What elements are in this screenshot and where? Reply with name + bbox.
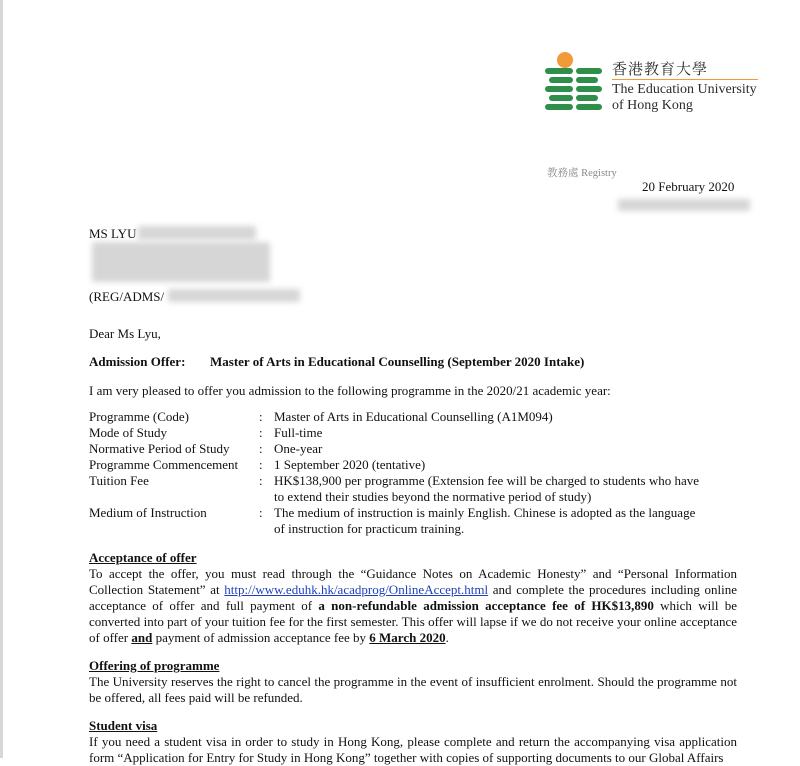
visa-paragraph: If you need a student visa in order to study in Hong Kong, please complete and return the accompanying visa application form “Application for Entry for Study in Hong Kong” together with copies of supporting documents to our Global Affairs [89, 734, 737, 765]
acceptance-text: which will be converted into part of your tuition fee for the first semester. This offer will lapse if we do not receive your online acceptance of offer [89, 598, 738, 645]
detail-value: One-year [274, 441, 323, 456]
detail-value: Master of Arts in Educational Counselling (A1M094) [274, 409, 553, 424]
offering-heading: Offering of programme [89, 658, 220, 673]
logo-name-chinese: 香港教育大學 [612, 62, 709, 78]
logo-name-english-line1: The Education University [612, 82, 757, 97]
logo-name-english-line2: of Hong Kong [612, 98, 693, 113]
detail-label: Programme (Code) [89, 409, 190, 424]
detail-colon: : [259, 409, 263, 424]
detail-label: Tuition Fee [89, 473, 149, 488]
reference-number: (REG/ADMS/ [89, 289, 165, 304]
detail-label: Programme Commencement [89, 457, 239, 472]
acceptance-heading: Acceptance of offer [89, 550, 197, 565]
visa-heading: Student visa [89, 718, 158, 733]
redacted-block [618, 199, 750, 211]
detail-value: The medium of instruction is mainly English. Chinese is adopted as the language [274, 505, 696, 520]
letter-date: 20 February 2020 [642, 179, 735, 194]
subject-label: Admission Offer: [89, 354, 186, 369]
recipient-name: MS LYU [89, 226, 137, 241]
redacted-block [168, 289, 300, 302]
registry-label: 教務處 Registry [547, 168, 617, 179]
detail-value-line2: to extend their studies beyond the normative period of study) [274, 489, 592, 504]
detail-label: Mode of Study [89, 425, 167, 440]
detail-value: 1 September 2020 (tentative) [274, 457, 426, 472]
acceptance-text: To accept the offer, you must read through the “Guidance Notes on Academic Honesty” and “Personal Information Collection Statement” at [89, 566, 737, 597]
detail-colon: : [259, 473, 263, 488]
detail-colon: : [259, 457, 263, 472]
salutation: Dear Ms Lyu, [89, 326, 161, 341]
online-accept-link[interactable]: http://www.eduhk.hk/acadprog/OnlineAccept.html [224, 582, 489, 597]
detail-colon: : [259, 505, 263, 520]
acceptance-deadline: 6 March 2020 [369, 630, 446, 645]
redacted-block [138, 226, 256, 240]
and-emphasis: and [131, 630, 153, 645]
intro-text: I am very pleased to offer you admission to the following programme in the 2020/21 academic year: [89, 383, 611, 398]
redacted-block [92, 242, 270, 282]
detail-value: HK$138,900 per programme (Extension fee will be charged to students who have [274, 473, 700, 488]
detail-label: Normative Period of Study [89, 441, 230, 456]
detail-label: Medium of Instruction [89, 505, 207, 520]
subject-title: Master of Arts in Educational Counselling (September 2020 Intake) [210, 354, 585, 369]
acceptance-paragraph [89, 566, 737, 646]
detail-value-line2: of instruction for practicum training. [274, 521, 465, 536]
page-edge [0, 0, 3, 758]
acceptance-text: payment of admission acceptance fee by [155, 630, 367, 645]
acceptance-fee: a non-refundable admission acceptance fee of HK$13,890 [318, 598, 654, 613]
detail-value: Full-time [274, 425, 323, 440]
detail-colon: : [259, 425, 263, 440]
logo-divider [612, 79, 758, 80]
acceptance-end: . [445, 630, 449, 645]
detail-colon: : [259, 441, 263, 456]
acceptance-text: and complete the procedures including online acceptance of offer and full payment of [89, 582, 737, 613]
offering-paragraph: The University reserves the right to cancel the programme in the event of insufficient enrolment. Should the programme not be offered, all fees paid will be refunded. [89, 674, 737, 705]
